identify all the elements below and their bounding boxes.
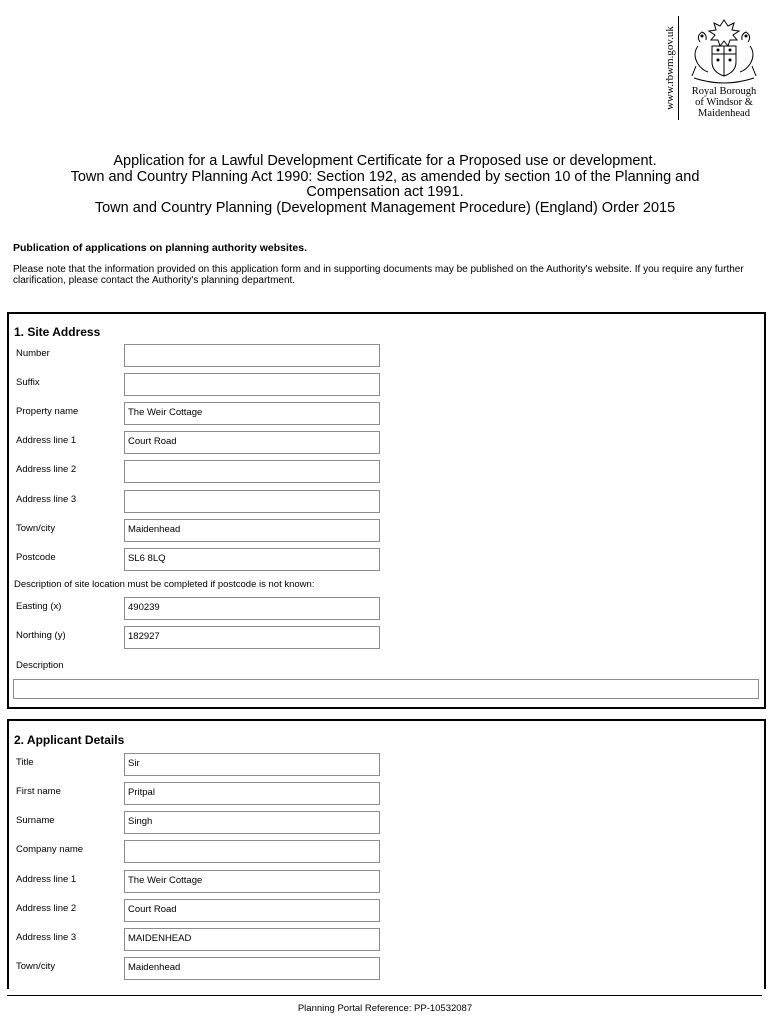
- field-label: Address line 3: [16, 494, 77, 505]
- company-name-field[interactable]: [124, 840, 380, 863]
- footer-divider: [7, 995, 762, 996]
- field-label: First name: [16, 786, 61, 797]
- field-label: Address line 3: [16, 932, 77, 943]
- title-field[interactable]: Sir: [124, 753, 380, 776]
- website-url: www.rbwm.gov.uk: [664, 26, 676, 110]
- field-label: Address line 2: [16, 464, 77, 475]
- suffix-field[interactable]: [124, 373, 380, 396]
- field-label: Address line 1: [16, 435, 77, 446]
- field-label: Address line 2: [16, 903, 77, 914]
- portal-reference: Planning Portal Reference: PP-10532087: [297, 1003, 473, 1014]
- surname-field[interactable]: Singh: [124, 811, 380, 834]
- field-label: Address line 1: [16, 874, 77, 885]
- section-title: 2. Applicant Details: [14, 733, 125, 747]
- field-label: Property name: [16, 406, 79, 417]
- organisation-name: Royal Borough of Windsor & Maidenhead: [691, 86, 757, 119]
- field-label: Number: [16, 348, 50, 359]
- description-field[interactable]: [13, 679, 759, 699]
- applicant-address-line2-field[interactable]: Court Road: [124, 899, 380, 922]
- property-name-field[interactable]: The Weir Cottage: [124, 402, 380, 425]
- applicant-address-line1-field[interactable]: The Weir Cottage: [124, 870, 380, 893]
- form-title: Application for a Lawful Development Certificate for a Proposed use or development. Town and Country Planning Act 1990: Section 192, as amended by section 10 of the Planning and Compensation act 1991. Town and Country Planning (Development Management Procedure) (England) Order 2015: [70, 153, 700, 216]
- publication-heading: Publication of applications on planning authority websites.: [13, 242, 308, 254]
- field-label: Town/city: [16, 523, 56, 534]
- field-label: Suffix: [16, 377, 40, 388]
- applicant-address-line3-field[interactable]: MAIDENHEAD: [124, 928, 380, 951]
- postcode-field[interactable]: SL6 8LQ: [124, 548, 380, 571]
- northing-field[interactable]: 182927: [124, 626, 380, 649]
- field-label: Company name: [16, 844, 84, 855]
- field-label: Easting (x): [16, 601, 62, 612]
- easting-field[interactable]: 490239: [124, 597, 380, 620]
- number-field[interactable]: [124, 344, 380, 367]
- first-name-field[interactable]: Pritpal: [124, 782, 380, 805]
- field-label: Postcode: [16, 552, 56, 563]
- field-label: Title: [16, 757, 34, 768]
- field-label: Town/city: [16, 961, 56, 972]
- site-address-section: [7, 312, 766, 709]
- logo-divider: [678, 16, 679, 120]
- town-city-field[interactable]: Maidenhead: [124, 519, 380, 542]
- publication-notice: Please note that the information provided on this application form and in supporting documents may be published on the Authority's website. If you require any further clarification, please contact the Authority's planning department.: [13, 264, 744, 286]
- location-note: Description of site location must be completed if postcode is not known:: [14, 579, 315, 590]
- council-logo: [660, 16, 765, 120]
- field-label: Surname: [16, 815, 55, 826]
- address-line1-field[interactable]: Court Road: [124, 431, 380, 454]
- applicant-details-section: [7, 719, 766, 989]
- field-label: Description: [16, 660, 64, 671]
- section-title: 1. Site Address: [14, 325, 101, 339]
- field-label: Northing (y): [16, 630, 66, 641]
- address-line3-field[interactable]: [124, 490, 380, 513]
- coat-of-arms-icon: [684, 16, 764, 86]
- address-line2-field[interactable]: [124, 460, 380, 483]
- applicant-town-city-field[interactable]: Maidenhead: [124, 957, 380, 980]
